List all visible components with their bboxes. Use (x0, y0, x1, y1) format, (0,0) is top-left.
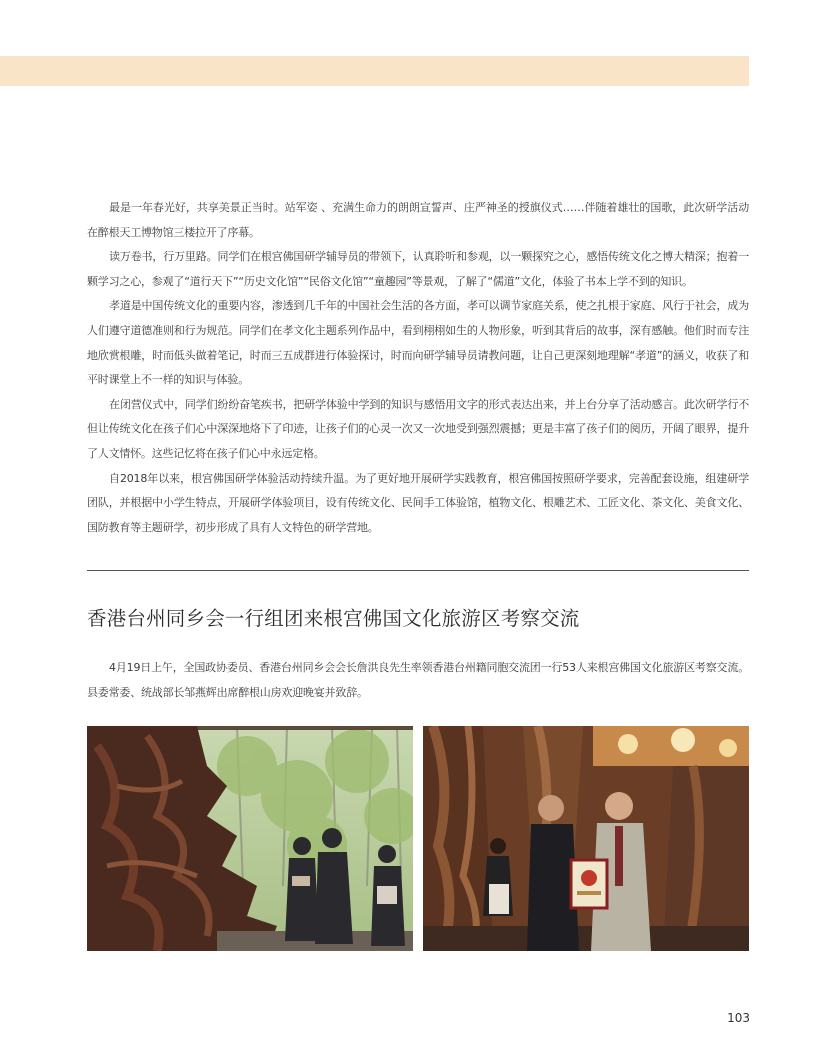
section-lead-paragraph: 4月19日上午，全国政协委员、香港台州同乡会会长詹洪良先生率领香港台州籍同胞交流团一行53人来根宫佛国文化旅游区考察交流。县委常委、统战部长邹燕辉出席醉根山房欢迎晚宴并致辞。 (87, 661, 749, 699)
section-title: 香港台州同乡会一行组团来根宫佛国文化旅游区考察交流 (87, 607, 580, 630)
article-paragraph: 最是一年春光好，共享美景正当时。站军姿 、充满生命力的朗朗宣誓声、庄严神圣的授旗仪式……伴随着雄壮的国歌，此次研学活动在醉根天工博物馆三楼拉开了序幕。 (87, 201, 749, 239)
photo-carving-visitors (87, 726, 413, 951)
photo-plaque-presentation (423, 726, 749, 951)
article-body (87, 196, 749, 540)
article-paragraph: 在闭营仪式中，同学们纷纷奋笔疾书，把研学体验中学到的知识与感悟用文字的形式表达出来，并上台分享了活动感言。此次研学行不但让传统文化在孩子们心中深深地烙下了印迹，让孩子们的心灵一次又一次地受到强烈震撼；更是丰富了孩子们的阅历，开阔了眼界，提升了人文情怀。这些记忆将在孩子们心中永远定格。 (87, 397, 749, 460)
article-paragraph: 孝道是中国传统文化的重要内容，渗透到几千年的中国社会生活的各方面，孝可以调节家庭关系，使之扎根于家庭、风行于社会，成为人们遵守道德准则和行为规范。同学们在孝文化主题系列作品中，看到栩栩如生的人物形象，听到其背后的故事，深有感触。他们时而专注地欣赏根雕，时而低头做着笔记，时而三五成群进行体验探讨，时而向研学辅导员请教问题，让自己更深刻地理解“孝道”的涵义，收获了和平时课堂上不一样的知识与体验。 (87, 299, 749, 387)
article-paragraph: 自2018年以来，根宫佛国研学体验活动持续升温。为了更好地开展研学实践教育，根宫佛国按照研学要求，完善配套设施，组建研学团队，并根据中小学生特点，开展研学体验项目，设有传统文化、民间手工体验馆，植物文化、根雕艺术、工匠文化、茶文化、美食文化、国防教育等主题研学，初步形成了具有人文特色的研学营地。 (87, 471, 749, 534)
header-band (0, 56, 749, 86)
section-lead (87, 656, 749, 705)
article-paragraph: 读万卷书，行万里路。同学们在根宫佛国研学辅导员的带领下，认真聆听和参观，以一颗探究之心，感悟传统文化之博大精深；抱着一颗学习之心，参观了“道行天下”“历史文化馆”“民俗文化馆”“童趣园”等景观，了解了“儒道”文化，体验了书本上学不到的知识。 (87, 250, 749, 288)
section-divider (87, 570, 749, 571)
page-number: 103 (727, 1011, 750, 1025)
